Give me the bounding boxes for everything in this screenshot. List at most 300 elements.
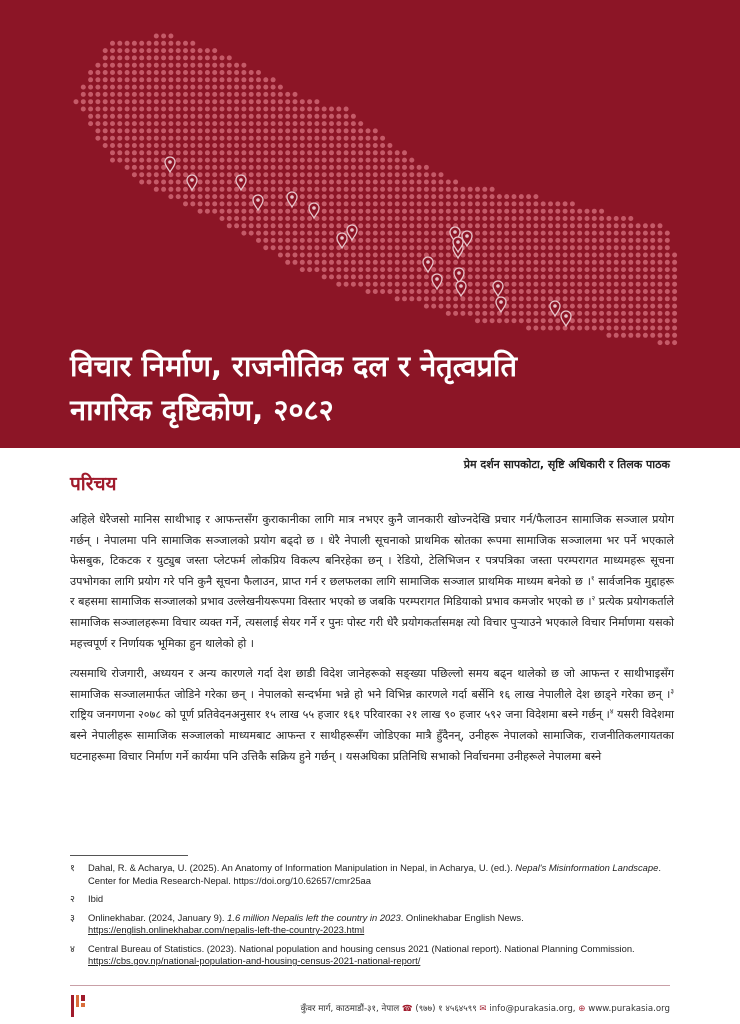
map-dot bbox=[387, 238, 392, 243]
map-dot bbox=[658, 304, 663, 309]
map-dot bbox=[154, 92, 159, 97]
map-dot bbox=[198, 121, 203, 126]
map-dot bbox=[234, 194, 239, 199]
map-dot bbox=[563, 296, 568, 301]
map-dot bbox=[278, 92, 283, 97]
map-dot bbox=[212, 92, 217, 97]
map-dot bbox=[147, 48, 152, 53]
map-dot bbox=[183, 77, 188, 82]
map-dot bbox=[628, 260, 633, 265]
map-dot bbox=[227, 114, 232, 119]
map-dot bbox=[621, 333, 626, 338]
map-dot bbox=[256, 92, 261, 97]
map-dot bbox=[263, 158, 268, 163]
map-dot bbox=[380, 238, 385, 243]
map-dot bbox=[358, 194, 363, 199]
map-dot bbox=[366, 231, 371, 236]
map-dot bbox=[453, 209, 458, 214]
map-dot bbox=[212, 77, 217, 82]
map-dot bbox=[424, 231, 429, 236]
map-dot bbox=[636, 274, 641, 279]
map-dot bbox=[577, 304, 582, 309]
map-dot bbox=[512, 223, 517, 228]
map-dot bbox=[366, 180, 371, 185]
footnote-link[interactable]: https://english.onlinekhabar.com/nepalis-left-the-country-2023.html bbox=[88, 924, 365, 935]
map-dot bbox=[198, 77, 203, 82]
map-dot bbox=[402, 216, 407, 221]
map-dot bbox=[183, 172, 188, 177]
map-dot bbox=[205, 180, 210, 185]
map-dot bbox=[212, 158, 217, 163]
location-pin-icon bbox=[462, 231, 472, 246]
map-dot bbox=[621, 223, 626, 228]
map-dot bbox=[117, 107, 122, 112]
map-dot bbox=[300, 128, 305, 133]
map-dot bbox=[395, 245, 400, 250]
map-dot bbox=[183, 99, 188, 104]
map-dot bbox=[526, 289, 531, 294]
map-dot bbox=[650, 253, 655, 258]
map-dot bbox=[409, 223, 414, 228]
map-dot bbox=[351, 150, 356, 155]
map-dot bbox=[373, 143, 378, 148]
map-dot bbox=[402, 187, 407, 192]
map-dot bbox=[132, 70, 137, 75]
map-dot bbox=[110, 143, 115, 148]
map-dot bbox=[263, 172, 268, 177]
map-dot bbox=[322, 231, 327, 236]
map-dot bbox=[621, 326, 626, 331]
map-dot bbox=[263, 187, 268, 192]
map-dot bbox=[95, 77, 100, 82]
map-dot bbox=[329, 267, 334, 272]
map-dot bbox=[241, 223, 246, 228]
map-dot bbox=[658, 260, 663, 265]
map-dot bbox=[344, 253, 349, 258]
map-dot bbox=[322, 267, 327, 272]
footnote-ref[interactable]: २ bbox=[591, 594, 596, 603]
map-dot bbox=[548, 231, 553, 236]
map-dot bbox=[212, 70, 217, 75]
map-dot bbox=[314, 187, 319, 192]
map-dot bbox=[395, 172, 400, 177]
map-dot bbox=[387, 260, 392, 265]
map-dot bbox=[592, 296, 597, 301]
map-dot bbox=[373, 245, 378, 250]
map-dot bbox=[373, 136, 378, 141]
map-dot bbox=[526, 231, 531, 236]
map-dot bbox=[672, 326, 677, 331]
map-dot bbox=[482, 223, 487, 228]
map-dot bbox=[110, 99, 115, 104]
map-dot bbox=[366, 267, 371, 272]
map-dot bbox=[468, 253, 473, 258]
map-dot bbox=[665, 318, 670, 323]
map-dot bbox=[249, 180, 254, 185]
map-dot bbox=[366, 128, 371, 133]
map-dot bbox=[168, 143, 173, 148]
map-dot bbox=[636, 223, 641, 228]
map-dot bbox=[256, 85, 261, 90]
map-dot bbox=[263, 99, 268, 104]
map-dot bbox=[585, 296, 590, 301]
map-dot bbox=[176, 85, 181, 90]
map-dot bbox=[168, 172, 173, 177]
map-dot bbox=[358, 253, 363, 258]
map-dot bbox=[139, 107, 144, 112]
map-dot bbox=[198, 48, 203, 53]
map-dot bbox=[424, 180, 429, 185]
map-dot bbox=[409, 238, 414, 243]
map-dot bbox=[168, 150, 173, 155]
footnote-ref[interactable]: ३ bbox=[670, 687, 675, 696]
map-dot bbox=[329, 180, 334, 185]
map-dot bbox=[373, 223, 378, 228]
map-dot bbox=[409, 187, 414, 192]
map-dot bbox=[490, 253, 495, 258]
footnote-divider bbox=[70, 855, 188, 856]
map-dot bbox=[482, 194, 487, 199]
map-dot bbox=[497, 253, 502, 258]
map-dot bbox=[380, 209, 385, 214]
footnote-link[interactable]: https://cbs.gov.np/national-population-and-housing-census-2021-national-report/ bbox=[88, 955, 421, 966]
map-dot bbox=[95, 128, 100, 133]
map-dot bbox=[512, 209, 517, 214]
map-dot bbox=[168, 77, 173, 82]
map-dot bbox=[548, 238, 553, 243]
map-dot bbox=[475, 274, 480, 279]
map-dot bbox=[132, 85, 137, 90]
map-dot bbox=[307, 187, 312, 192]
map-dot bbox=[198, 201, 203, 206]
map-dot bbox=[636, 267, 641, 272]
map-dot bbox=[198, 165, 203, 170]
map-dot bbox=[329, 172, 334, 177]
map-dot bbox=[482, 231, 487, 236]
map-dot bbox=[577, 296, 582, 301]
map-dot bbox=[125, 85, 130, 90]
map-dot bbox=[636, 238, 641, 243]
map-dot bbox=[139, 63, 144, 68]
footnote-ref[interactable]: ४ bbox=[609, 707, 614, 716]
footer-email[interactable]: info@purakasia.org, bbox=[489, 1004, 576, 1014]
map-dot bbox=[300, 158, 305, 163]
map-dot bbox=[168, 92, 173, 97]
map-dot bbox=[490, 304, 495, 309]
map-dot bbox=[212, 121, 217, 126]
map-dot bbox=[125, 99, 130, 104]
map-dot bbox=[387, 209, 392, 214]
map-dot bbox=[519, 274, 524, 279]
map-dot bbox=[125, 107, 130, 112]
map-dot bbox=[373, 180, 378, 185]
map-dot bbox=[154, 136, 159, 141]
map-dot bbox=[147, 158, 152, 163]
map-dot bbox=[351, 136, 356, 141]
map-dot bbox=[103, 128, 108, 133]
map-dot bbox=[636, 326, 641, 331]
map-dot bbox=[504, 245, 509, 250]
map-dot bbox=[220, 187, 225, 192]
map-dot bbox=[95, 85, 100, 90]
location-pin-icon bbox=[561, 311, 571, 326]
map-dot bbox=[147, 121, 152, 126]
map-dot bbox=[585, 304, 590, 309]
map-dot bbox=[373, 165, 378, 170]
map-dot bbox=[139, 77, 144, 82]
map-dot bbox=[628, 274, 633, 279]
map-dot bbox=[409, 158, 414, 163]
map-dot bbox=[387, 180, 392, 185]
map-dot bbox=[446, 253, 451, 258]
map-dot bbox=[453, 180, 458, 185]
purak-asia-logo-icon bbox=[70, 994, 86, 1018]
map-dot bbox=[643, 333, 648, 338]
map-dot bbox=[241, 99, 246, 104]
map-dot bbox=[125, 77, 130, 82]
map-dot bbox=[263, 85, 268, 90]
map-dot bbox=[358, 121, 363, 126]
map-dot bbox=[329, 223, 334, 228]
map-dot bbox=[424, 172, 429, 177]
map-dot bbox=[650, 311, 655, 316]
phone-icon: ☎ bbox=[401, 1004, 413, 1014]
map-dot bbox=[351, 128, 356, 133]
map-dot bbox=[585, 245, 590, 250]
map-dot bbox=[314, 136, 319, 141]
map-dot bbox=[285, 245, 290, 250]
map-dot bbox=[563, 326, 568, 331]
map-dot bbox=[249, 77, 254, 82]
map-dot bbox=[241, 136, 246, 141]
map-dot bbox=[322, 274, 327, 279]
map-dot bbox=[300, 187, 305, 192]
map-dot bbox=[504, 238, 509, 243]
map-dot bbox=[212, 150, 217, 155]
map-dot bbox=[212, 180, 217, 185]
email-icon: ✉ bbox=[479, 1004, 487, 1014]
map-dot bbox=[621, 282, 626, 287]
map-dot bbox=[628, 267, 633, 272]
map-dot bbox=[526, 318, 531, 323]
map-dot bbox=[599, 296, 604, 301]
map-dot bbox=[256, 150, 261, 155]
map-dot bbox=[263, 216, 268, 221]
map-dot bbox=[132, 143, 137, 148]
map-dot bbox=[387, 267, 392, 272]
map-dot bbox=[424, 304, 429, 309]
map-dot bbox=[468, 245, 473, 250]
map-dot bbox=[285, 187, 290, 192]
map-dot bbox=[395, 180, 400, 185]
map-dot bbox=[373, 187, 378, 192]
map-dot bbox=[373, 158, 378, 163]
map-dot bbox=[183, 143, 188, 148]
map-dot bbox=[117, 92, 122, 97]
map-dot bbox=[541, 231, 546, 236]
map-dot bbox=[322, 253, 327, 258]
map-dot bbox=[336, 121, 341, 126]
map-dot bbox=[548, 260, 553, 265]
map-dot bbox=[249, 107, 254, 112]
map-dot bbox=[147, 165, 152, 170]
map-dot bbox=[519, 245, 524, 250]
map-dot bbox=[278, 121, 283, 126]
map-dot bbox=[380, 136, 385, 141]
map-dot bbox=[125, 92, 130, 97]
map-dot bbox=[263, 121, 268, 126]
map-dot bbox=[606, 274, 611, 279]
map-dot bbox=[592, 223, 597, 228]
map-dot bbox=[599, 289, 604, 294]
map-dot bbox=[329, 274, 334, 279]
map-dot bbox=[366, 238, 371, 243]
map-dot bbox=[395, 274, 400, 279]
map-dot bbox=[592, 304, 597, 309]
map-dot bbox=[577, 267, 582, 272]
footnote-citation: . Onlinekhabar English News. bbox=[400, 911, 524, 923]
map-dot bbox=[256, 180, 261, 185]
footer-website[interactable]: www.purakasia.org bbox=[588, 1004, 670, 1014]
map-dot bbox=[366, 143, 371, 148]
map-dot bbox=[183, 63, 188, 68]
map-dot bbox=[570, 201, 575, 206]
map-dot bbox=[271, 216, 276, 221]
map-dot bbox=[344, 274, 349, 279]
map-dot bbox=[446, 260, 451, 265]
map-dot bbox=[307, 114, 312, 119]
map-dot bbox=[402, 223, 407, 228]
map-dot bbox=[512, 238, 517, 243]
map-dot bbox=[621, 260, 626, 265]
title-line-2: नागरिक दृष्टिकोण, २०८२ bbox=[70, 393, 334, 427]
map-dot bbox=[621, 216, 626, 221]
map-dot bbox=[293, 238, 298, 243]
map-dot bbox=[220, 121, 225, 126]
map-dot bbox=[314, 260, 319, 265]
map-dot bbox=[533, 296, 538, 301]
map-dot bbox=[314, 245, 319, 250]
map-dot bbox=[125, 121, 130, 126]
map-dot bbox=[176, 99, 181, 104]
map-dot bbox=[570, 274, 575, 279]
map-dot bbox=[533, 209, 538, 214]
map-dot bbox=[234, 70, 239, 75]
map-dot bbox=[344, 245, 349, 250]
map-dot bbox=[424, 289, 429, 294]
map-dot bbox=[344, 267, 349, 272]
map-dot bbox=[278, 201, 283, 206]
map-dot bbox=[541, 238, 546, 243]
map-dot bbox=[402, 267, 407, 272]
map-dot bbox=[110, 70, 115, 75]
map-dot bbox=[548, 267, 553, 272]
map-dot bbox=[621, 289, 626, 294]
map-dot bbox=[658, 333, 663, 338]
map-dot bbox=[168, 48, 173, 53]
map-dot bbox=[395, 150, 400, 155]
map-dot bbox=[234, 128, 239, 133]
map-dot bbox=[117, 55, 122, 60]
map-dot bbox=[220, 63, 225, 68]
map-dot bbox=[599, 311, 604, 316]
map-dot bbox=[336, 253, 341, 258]
map-dot bbox=[490, 238, 495, 243]
map-dot bbox=[599, 245, 604, 250]
map-dot bbox=[577, 223, 582, 228]
map-dot bbox=[475, 194, 480, 199]
map-dot bbox=[263, 143, 268, 148]
map-dot bbox=[190, 48, 195, 53]
map-dot bbox=[366, 289, 371, 294]
map-dot bbox=[665, 333, 670, 338]
map-dot bbox=[227, 180, 232, 185]
map-dot bbox=[293, 136, 298, 141]
map-dot bbox=[358, 150, 363, 155]
map-dot bbox=[336, 136, 341, 141]
map-dot bbox=[88, 92, 93, 97]
section-heading: परिचय bbox=[70, 473, 117, 495]
map-dot bbox=[439, 194, 444, 199]
map-dot bbox=[314, 194, 319, 199]
map-dot bbox=[526, 267, 531, 272]
map-dot bbox=[351, 165, 356, 170]
map-dot bbox=[373, 216, 378, 221]
map-dot bbox=[555, 274, 560, 279]
footnote-ref[interactable]: १ bbox=[590, 574, 595, 583]
footnote-text bbox=[88, 893, 674, 906]
map-dot bbox=[95, 92, 100, 97]
map-dot bbox=[555, 318, 560, 323]
map-dot bbox=[154, 128, 159, 133]
map-dot bbox=[81, 92, 86, 97]
map-dot bbox=[373, 253, 378, 258]
map-dot bbox=[88, 99, 93, 104]
map-dot bbox=[183, 136, 188, 141]
map-dot bbox=[431, 238, 436, 243]
map-dot bbox=[336, 187, 341, 192]
map-dot bbox=[504, 260, 509, 265]
map-dot bbox=[212, 99, 217, 104]
map-dot bbox=[366, 136, 371, 141]
map-dot bbox=[329, 187, 334, 192]
map-dot bbox=[168, 194, 173, 199]
map-dot bbox=[373, 128, 378, 133]
map-dot bbox=[212, 136, 217, 141]
map-dot bbox=[351, 216, 356, 221]
footnote-citation: Central Bureau of Statistics. (2023). National population and housing census 2021 (National report). National Planning Commission. bbox=[88, 942, 635, 954]
map-dot bbox=[526, 194, 531, 199]
map-dot bbox=[519, 238, 524, 243]
map-dot bbox=[154, 63, 159, 68]
map-dot bbox=[154, 99, 159, 104]
map-dot bbox=[278, 238, 283, 243]
map-dot bbox=[541, 326, 546, 331]
map-dot bbox=[336, 172, 341, 177]
map-dot bbox=[307, 107, 312, 112]
map-dot bbox=[183, 70, 188, 75]
map-dot bbox=[563, 231, 568, 236]
map-dot bbox=[628, 216, 633, 221]
map-dot bbox=[344, 128, 349, 133]
map-dot bbox=[125, 55, 130, 60]
map-dot bbox=[577, 318, 582, 323]
map-dot bbox=[519, 311, 524, 316]
map-dot bbox=[183, 165, 188, 170]
map-dot bbox=[475, 216, 480, 221]
map-dot bbox=[460, 209, 465, 214]
map-dot bbox=[643, 238, 648, 243]
